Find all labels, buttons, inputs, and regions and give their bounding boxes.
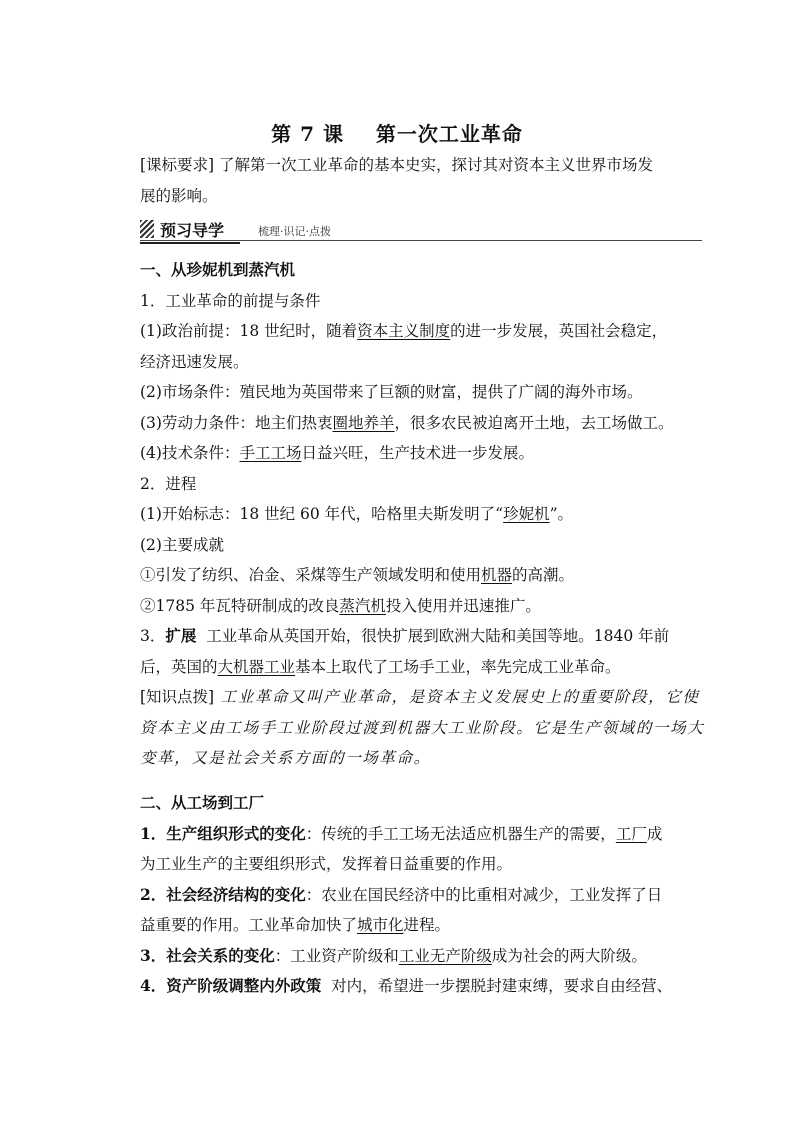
header-rule [140, 240, 702, 241]
requirement-text-cont: 展的影响。 [140, 186, 218, 205]
list-item-cont: 益重要的作用。工业革命加快了城市化进程。 [140, 916, 451, 934]
lesson-number: 第 7 课 [271, 122, 344, 146]
knowledge-tip-cont: 变革，又是社会关系方面的一场革命。 [140, 749, 431, 767]
keyword: 蒸汽机 [339, 596, 386, 615]
list-item: (2)主要成就 [140, 535, 224, 554]
keyword: 工业无产阶级 [398, 946, 492, 965]
curriculum-requirement [140, 150, 705, 211]
keyword: 大机器工业 [217, 657, 296, 676]
list-item: 1．生产组织形式的变化：传统的手工工场无法适应机器生产的需要，工厂成 [140, 823, 663, 843]
stripe-icon [140, 220, 154, 238]
knowledge-tip: [知识点拨] 工业革命又叫产业革命，是资本主义发展史上的重要阶段，它使 [140, 688, 700, 706]
tip-tag: [知识点拨] [140, 688, 215, 706]
keyword: 珍妮机 [503, 505, 550, 523]
list-item: (4)技术条件：手工工场日益兴旺，生产技术进一步发展。 [140, 444, 534, 462]
lesson-name: 第一次工业革命 [375, 122, 523, 146]
keyword: 机器 [481, 566, 513, 584]
lesson-title [0, 118, 794, 147]
list-item-cont: 为工业生产的主要组织形式，发挥着日益重要的作用。 [140, 855, 513, 873]
keyword: 手工工场 [239, 444, 302, 462]
section-header-label: 预习导学 [160, 221, 225, 240]
section-header-preview [140, 218, 702, 242]
list-item-cont: 经济迅速发展。 [140, 352, 249, 371]
keyword: 工厂 [615, 824, 647, 843]
list-item: 4．资产阶级调整内外政策 对内，希望进一步摆脱封建束缚，要求自由经营、 [140, 976, 673, 995]
list-item: ①引发了纺织、冶金、采煤等生产领域发明和使用机器的高潮。 [140, 566, 575, 584]
keyword: 资本主义制度 [357, 322, 451, 340]
list-item: (1)政治前提：18 世纪时，随着资本主义制度的进一步发展，英国社会稳定， [140, 322, 668, 340]
list-item: 3．社会关系的变化：工业资产阶级和工业无产阶级成为社会的两大阶级。 [140, 945, 647, 965]
requirement-tag: [课标要求] [140, 156, 215, 174]
list-item-cont: 后，英国的大机器工业基本上取代了工场手工业，率先完成工业革命。 [140, 657, 621, 676]
section-heading: 一、从珍妮机到蒸汽机 [140, 260, 296, 279]
knowledge-tip-cont: 资本主义由工场手工业阶段过渡到机器大工业阶段。它是生产领域的一场大 [140, 718, 705, 737]
list-item: (1)开始标志：18 世纪 60 年代，哈格里夫斯发明了“珍妮机”。 [140, 505, 574, 523]
list-item: (2)市场条件：殖民地为英国带来了巨额的财富，提供了广阔的海外市场。 [140, 383, 643, 401]
header-rule-thick [140, 242, 240, 244]
subheading: 1．工业革命的前提与条件 [140, 291, 321, 310]
list-item: ②1785 年瓦特研制成的改良蒸汽机投入使用并迅速推广。 [140, 596, 541, 615]
section-one [140, 255, 705, 774]
keyword: 圈地养羊 [332, 413, 395, 432]
requirement-text: 了解第一次工业革命的基本史实，探讨其对资本主义世界市场发 [219, 156, 654, 174]
keyword: 城市化 [357, 916, 404, 934]
section-heading: 二、从工场到工厂 [140, 793, 265, 812]
list-item: (3)劳动力条件：地主们热衷圈地养羊，很多农民被迫离开土地，去工场做工。 [140, 413, 674, 432]
section-header-sub: 梳理·识记·点拨 [258, 225, 331, 238]
subheading: 3．扩展 工业革命从英国开始，很快扩展到欧洲大陆和美国等地。1840 年前 [140, 626, 670, 645]
subheading: 2．进程 [140, 474, 197, 493]
section-two [140, 788, 705, 1002]
list-item: 2．社会经济结构的变化：农业在国民经济中的比重相对减少，工业发挥了日 [140, 884, 663, 904]
